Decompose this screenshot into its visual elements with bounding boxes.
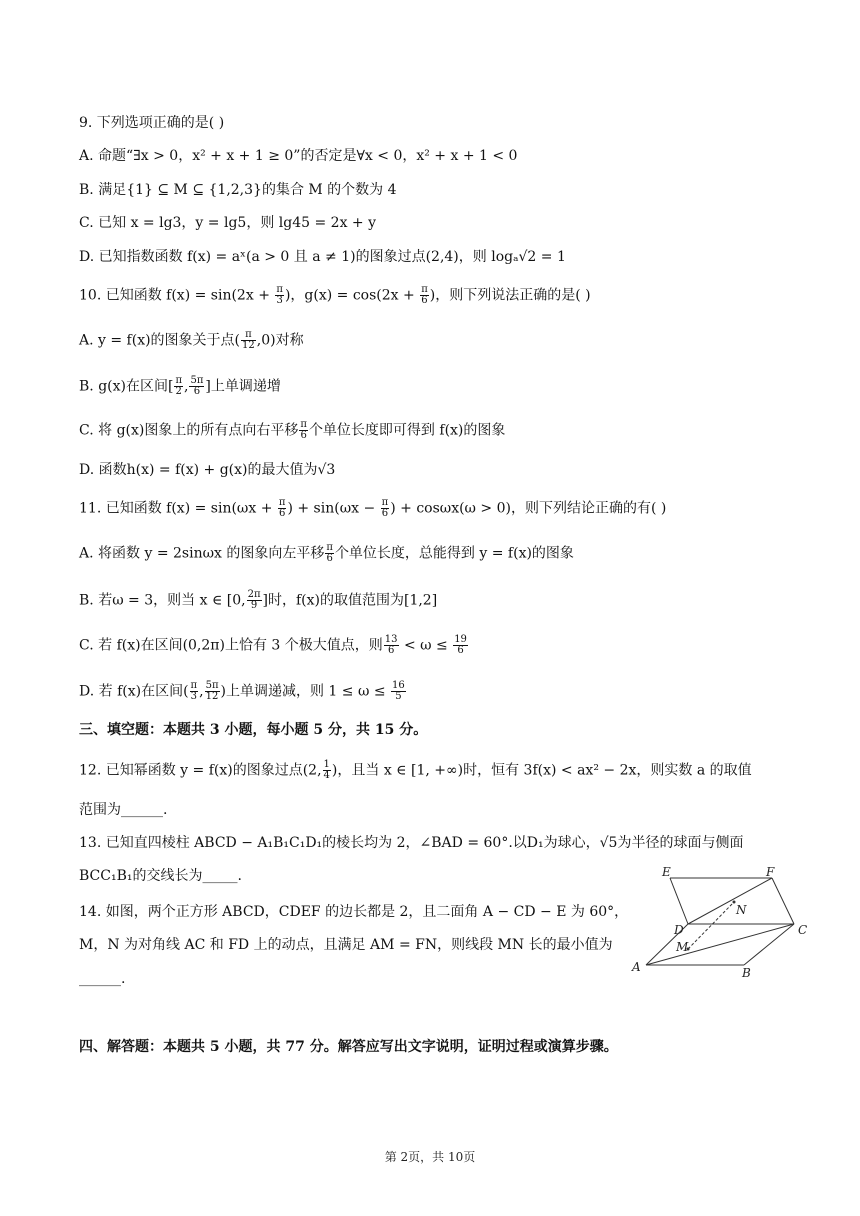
fraction: $\frac{2\pi}{9}$ [247,589,261,611]
q11-stem: 11. 已知函数 f(x) = sin(ωx + $\frac{\pi}{6}$ ) + sin(ωx − $\frac{\pi}{6}$ ) + cosωx(ω > 0)，则下列结论正确的有( ) [79,497,667,519]
q10-stem: 10. 已知函数 f(x) = sin(2x + $\frac{\pi}{3}$ )，g(x) = cos(2x + $\frac{\pi}{6}$ )，则下列说法正确的是( ) [79,284,591,306]
q14-line-2: M，N 为对角线 AC 和 FD 上的动点，且满足 AM = FN，则线段 MN 长的最小值为 [79,937,613,953]
q11-option-c: C. 若 f(x)在区间(0,2π)上恰有 3 个极大值点，则 $\frac{13}{6}$ < ω ≤ $\frac{19}{6}$ [79,634,467,656]
label-b: B [742,966,751,980]
section-3-heading: 三、填空题：本题共 3 小题，每小题 5 分，共 15 分。 [79,722,428,738]
label-f: F [766,865,775,879]
fraction: $\frac{\pi}{3}$ [190,680,198,702]
label-a: A [632,960,641,974]
fraction: $\frac{\pi}{6}$ [300,419,307,441]
section-4-heading: 四、解答题：本题共 5 小题，共 77 分。解答应写出文字说明，证明过程或演算步骤。 [79,1039,618,1055]
q10-option-a: A. y = f(x)的图象关于点( $\frac{\pi}{12}$ ,0)对称 [79,329,304,351]
q13-line-2: BCC₁B₁的交线长为_____. [79,868,242,884]
fraction: $\frac{13}{6}$ [384,634,398,656]
q11-option-a: A. 将函数 y = 2sinωx 的图象向左平移 $\frac{\pi}{6}$ 个单位长度，总能得到 y = f(x)的图象 [79,542,574,564]
fraction: $\frac{\pi}{2}$ [175,375,183,397]
fraction: $\frac{19}{6}$ [454,634,467,656]
q14-line-3: ______. [79,971,126,987]
fraction: $\frac{\pi}{6}$ [421,284,428,306]
q14-line-1: 14. 如图，两个正方形 ABCD，CDEF 的边长都是 2，且二面角 A − CD − E 为 60°， [79,904,629,920]
label-c: C [798,923,808,937]
q9-option-d: D. 已知指数函数 f(x) = aˣ(a > 0 且 a ≠ 1)的图象过点(2,4)，则 logₐ√2 = 1 [79,249,566,265]
q12-line-1: 12. 已知幂函数 y = f(x)的图象过点(2, $\frac{1}{4}$ )，且当 x ∈ [1, +∞)时，恒有 3f(x) < ax² − 2x，则实数 a 的取值 [79,759,752,781]
q9-option-c: C. 已知 x = lg3，y = lg5，则 lg45 = 2x + y [79,215,377,231]
q10-option-b: B. g(x)在区间[ $\frac{\pi}{2}$ , $\frac{5\pi}{6}$ ]上单调递增 [79,375,281,397]
q9-option-a: A. 命题“∃x > 0，x² + x + 1 ≥ 0”的否定是∀x < 0，x² + x + 1 < 0 [79,148,518,164]
label-d: D [674,923,684,937]
q9-stem: 9. 下列选项正确的是( ) [79,115,225,131]
q11-option-b: B. 若ω = 3，则当 x ∈ [0, $\frac{2\pi}{9}$ ]时，f(x)的取值范围为[1,2] [79,589,438,611]
q9-option-b: B. 满足{1} ⊆ M ⊆ {1,2,3}的集合 M 的个数为 4 [79,182,397,198]
fraction: $\frac{1}{4}$ [323,759,330,781]
fraction: $\frac{5\pi}{12}$ [205,680,219,702]
fraction: $\frac{\pi}{3}$ [276,284,283,306]
fraction: $\frac{\pi}{6}$ [381,497,389,519]
fraction: $\frac{16}{5}$ [392,680,405,702]
q11-option-d: D. 若 f(x)在区间( $\frac{\pi}{3}$ , $\frac{5\pi}{12}$ )上单调递减，则 1 ≤ ω ≤ $\frac{16}{5}$ [79,680,405,702]
fraction: $\frac{\pi}{6}$ [278,497,286,519]
q13-line-1: 13. 已知直四棱柱 ABCD − A₁B₁C₁D₁的棱长均为 2，∠BAD = 60°.以D₁为球心，√5为半径的球面与侧面 [79,835,744,851]
label-n: N [736,903,747,917]
fraction: $\frac{5\pi}{6}$ [190,375,204,397]
dihedral-squares-figure [626,864,812,982]
q10-option-d: D. 函数h(x) = f(x) + g(x)的最大值为√3 [79,462,336,478]
page-footer: 第 2页，共 10页 [384,1150,476,1164]
q12-line-2: 范围为______. [79,802,168,818]
label-m: M [676,940,689,954]
label-e: E [662,865,671,879]
fraction: $\frac{\pi}{12}$ [242,329,255,351]
fraction: $\frac{\pi}{6}$ [326,542,333,564]
q10-option-c: C. 将 g(x)图象上的所有点向右平移 $\frac{\pi}{6}$ 个单位长度即可得到 f(x)的图象 [79,419,506,441]
